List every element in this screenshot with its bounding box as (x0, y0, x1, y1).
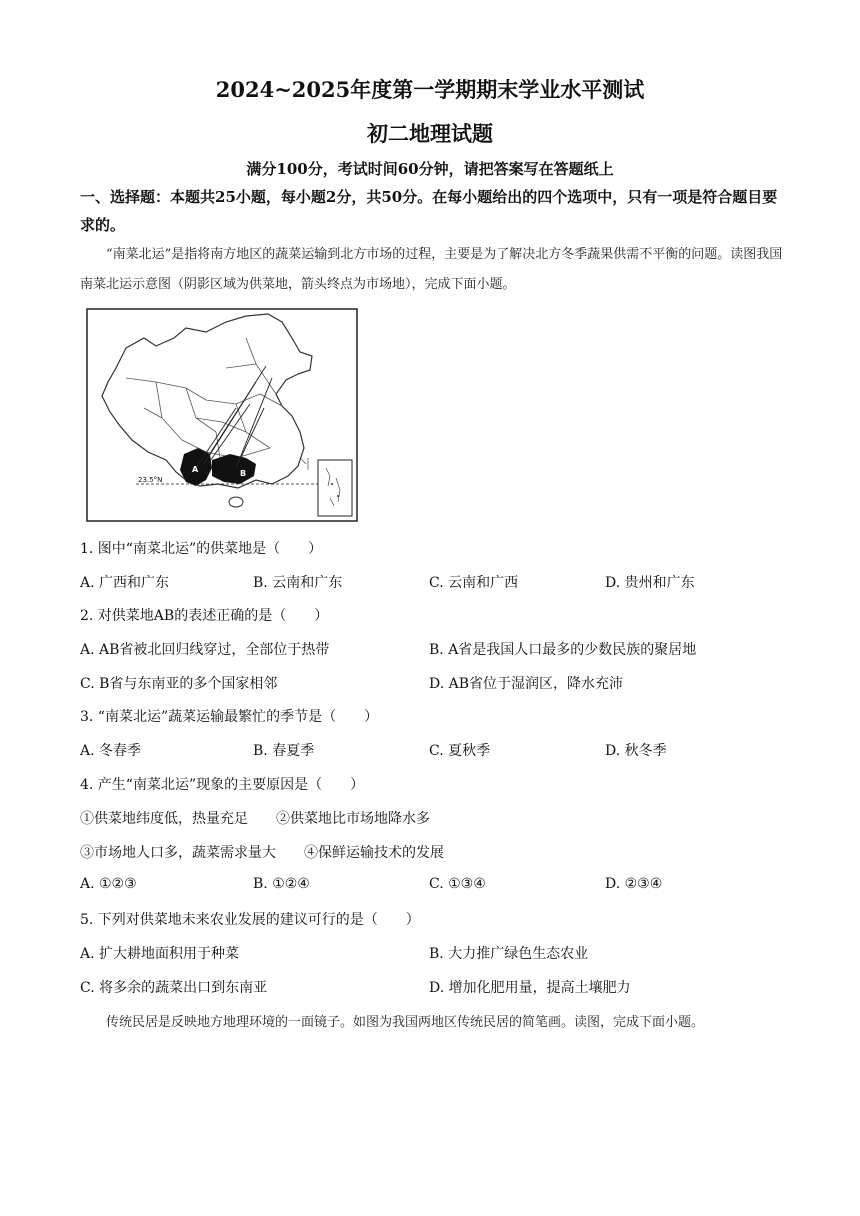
q4-option-a: A. ①②③ (80, 876, 137, 892)
map-label-b: B (240, 469, 247, 478)
latitude-label: 23.5°N (138, 476, 163, 484)
south-china-sea-inset (318, 460, 352, 516)
q1-option-c: C. 云南和广西 (429, 575, 519, 591)
q2-stem: 2. 对供菜地AB的表述正确的是（ ） (80, 608, 329, 624)
q3-option-b: B. 春夏季 (253, 743, 315, 759)
exam-subtitle: 初二地理试题 (367, 121, 493, 146)
q3-option-d: D. 秋冬季 (605, 743, 667, 759)
section-heading: 一、选择题：本题共25小题，每小题2分，共50分。在每小题给出的四个选项中，只有一项是符合题目要求的。 (80, 188, 778, 234)
q4-statements-1: ①供菜地纬度低，热量充足 ②供菜地比市场地降水多 (80, 811, 430, 827)
q2-option-c: C. B省与东南亚的多个国家相邻 (80, 676, 278, 692)
exam-title: 2024~2025年度第一学期期末学业水平测试 (215, 77, 645, 102)
q5-option-a: A. 扩大耕地面积用于种菜 (80, 946, 240, 962)
q1-option-a: A. 广西和广东 (80, 575, 170, 591)
q3-option-a: A. 冬春季 (80, 743, 142, 759)
material-1: “南菜北运”是指将南方地区的蔬菜运输到北方市场的过程，主要是为了解决北方冬季蔬果供需不平衡的问题。读图我国南菜北运示意图（阴影区域为供菜地，箭头终点为市场地），完成下面小题。 (80, 247, 783, 292)
material-2: 传统民居是反映地方地理环境的一面镜子。如图为我国两地区传统民居的简笔画。读图，完成下面小题。 (106, 1015, 705, 1030)
q5-option-b: B. 大力推广绿色生态农业 (429, 946, 589, 962)
q3-option-c: C. 夏秋季 (429, 743, 491, 759)
q3-stem: 3. “南菜北运”蔬菜运输最繁忙的季节是（ ） (80, 709, 379, 725)
q4-statements-2: ③市场地人口多，蔬菜需求量大 ④保鲜运输技术的发展 (80, 845, 444, 861)
exam-note: 满分100分，考试时间60分钟，请把答案写在答题纸上 (246, 160, 614, 178)
q4-option-d: D. ②③④ (605, 876, 663, 892)
q2-option-a: A. AB省被北回归线穿过，全部位于热带 (80, 642, 330, 658)
q5-stem: 5. 下列对供菜地未来农业发展的建议可行的是（ ） (80, 912, 420, 928)
q1-option-d: D. 贵州和广东 (605, 575, 695, 591)
q4-option-c: C. ①③④ (429, 876, 486, 892)
q4-option-b: B. ①②④ (253, 876, 310, 892)
q2-option-b: B. A省是我国人口最多的少数民族的聚居地 (429, 642, 697, 658)
q2-option-d: D. AB省位于湿润区，降水充沛 (429, 676, 624, 692)
q4-stem: 4. 产生“南菜北运”现象的主要原因是（ ） (80, 777, 365, 793)
china-map-figure (86, 308, 358, 522)
q5-option-d: D. 增加化肥用量，提高土壤肥力 (429, 980, 631, 996)
q5-option-c: C. 将多余的蔬菜出口到东南亚 (80, 980, 268, 996)
map-label-a: A (192, 465, 199, 474)
q1-stem: 1. 图中“南菜北运”的供菜地是（ ） (80, 541, 323, 557)
q1-option-b: B. 云南和广东 (253, 575, 343, 591)
